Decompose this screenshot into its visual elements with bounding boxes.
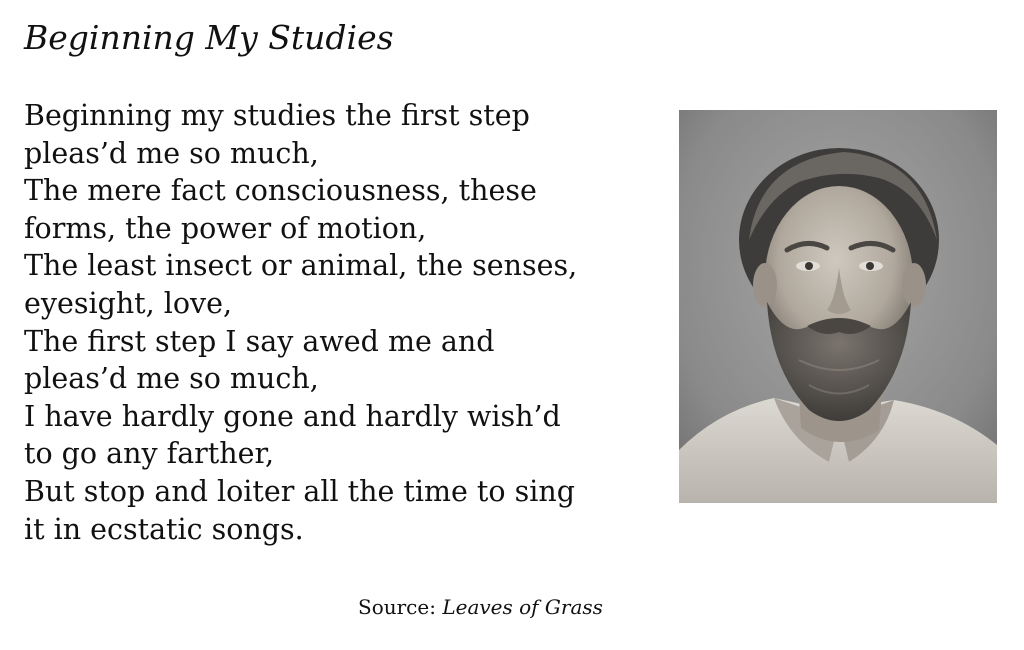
poem-line: forms, the power of motion, [24,211,427,245]
portrait-image [679,110,997,503]
poem-title: Beginning My Studies [24,18,394,57]
author-portrait [679,110,997,503]
poem-body [24,97,577,548]
poem-line: pleas’d me so much, [24,136,319,170]
poem-line: I have hardly gone and hardly wish’d [24,399,561,433]
poem-line: pleas’d me so much, [24,362,319,396]
poem-line: The mere fact consciousness, these [24,174,537,208]
source-citation [358,592,603,622]
poem-line: The least insect or animal, the senses, [24,249,578,283]
poem-line: Beginning my studies the first step [24,99,530,132]
poem-line: eyesight, love, [24,286,233,320]
source-book-title: Leaves of Grass [442,595,603,619]
poem-line: to go any farther, [24,437,275,471]
poem-line: it in ecstatic songs. [24,512,304,546]
source-label: Source: [358,595,436,619]
poem-line: The first step I say awed me and [24,324,495,358]
poem-line: But stop and loiter all the time to sing [24,474,575,508]
